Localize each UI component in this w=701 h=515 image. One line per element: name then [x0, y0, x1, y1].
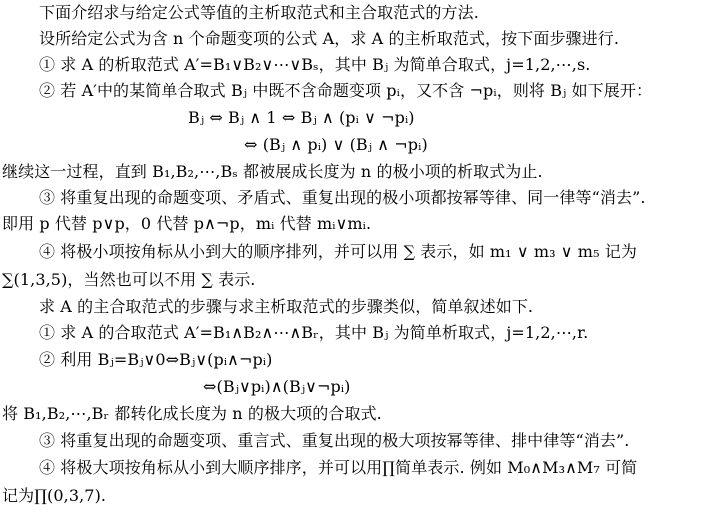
formula-line-15: ⇔(Bⱼ∨pᵢ)∧(Bⱼ∨¬pᵢ) — [203, 377, 351, 396]
line-1: 下面介绍求与给定公式等值的主析取范式和主合取范式的方法. — [39, 3, 479, 22]
formula-line-6: ⇔ (Bⱼ ∧ pᵢ) ∨ (Bⱼ ∧ ¬pᵢ) — [244, 135, 428, 154]
line-4: ② 若 A′中的某简单合取式 Bⱼ 中既不含命题变项 pᵢ，又不含 ¬pᵢ，则将 Bⱼ 如下展开： — [39, 81, 653, 100]
line-17: ③ 将重复出现的命题变项、重言式、重复出现的极大项按幂等律、排中律等“消去”. — [39, 431, 630, 450]
line-18: ④ 将极大项按角标从小到大顺序排序，并可以用∏简单表示. 例如 M₀∧M₃∧M₇ 可简 — [39, 458, 638, 477]
line-7: 继续这一过程，直到 B₁,B₂,⋯,Bₛ 都被展成长度为 n 的极小项的析取式为止. — [2, 162, 543, 181]
formula-line-5: Bⱼ ⇔ Bⱼ ∧ 1 ⇔ Bⱼ ∧ (pᵢ ∨ ¬pᵢ) — [188, 108, 415, 127]
line-10: ④ 将极小项按角标从小到大的顺序排列，并可以用 ∑ 表示，如 m₁ ∨ m₃ ∨ m₅ 记为 — [39, 242, 637, 261]
line-8: ③ 将重复出现的命题变项、矛盾式、重复出现的极小项都按幂等律、同一律等“消去”. — [39, 188, 646, 207]
line-12: 求 A 的主合取范式的步骤与求主析取范式的步骤类似，简单叙述如下. — [39, 297, 534, 316]
line-9: 即用 p 代替 p∨p，0 代替 p∧¬p，mᵢ 代替 mᵢ∨mᵢ. — [2, 214, 372, 233]
line-11: ∑(1,3,5)，当然也可以不用 ∑ 表示. — [2, 270, 256, 289]
line-2: 设所给定公式为含 n 个命题变项的公式 A，求 A 的主析取范式，按下面步骤进行. — [39, 29, 620, 48]
line-14: ② 利用 Bⱼ=Bⱼ∨0⇔Bⱼ∨(pᵢ∧¬pᵢ) — [39, 350, 273, 369]
line-16: 将 B₁,B₂,⋯,Bᵣ 都转化成长度为 n 的极大项的合取式. — [2, 404, 382, 423]
line-13: ① 求 A 的合取范式 A′=B₁∧B₂∧⋯∧Bᵣ，其中 Bⱼ 为简单析取式，j=1,2,⋯,r. — [39, 323, 589, 342]
line-3: ① 求 A 的析取范式 A′=B₁∨B₂∨⋯∨Bₛ，其中 Bⱼ 为简单合取式，j=1,2,⋯,s. — [39, 55, 591, 74]
line-19: 记为∏(0,3,7). — [2, 486, 107, 505]
